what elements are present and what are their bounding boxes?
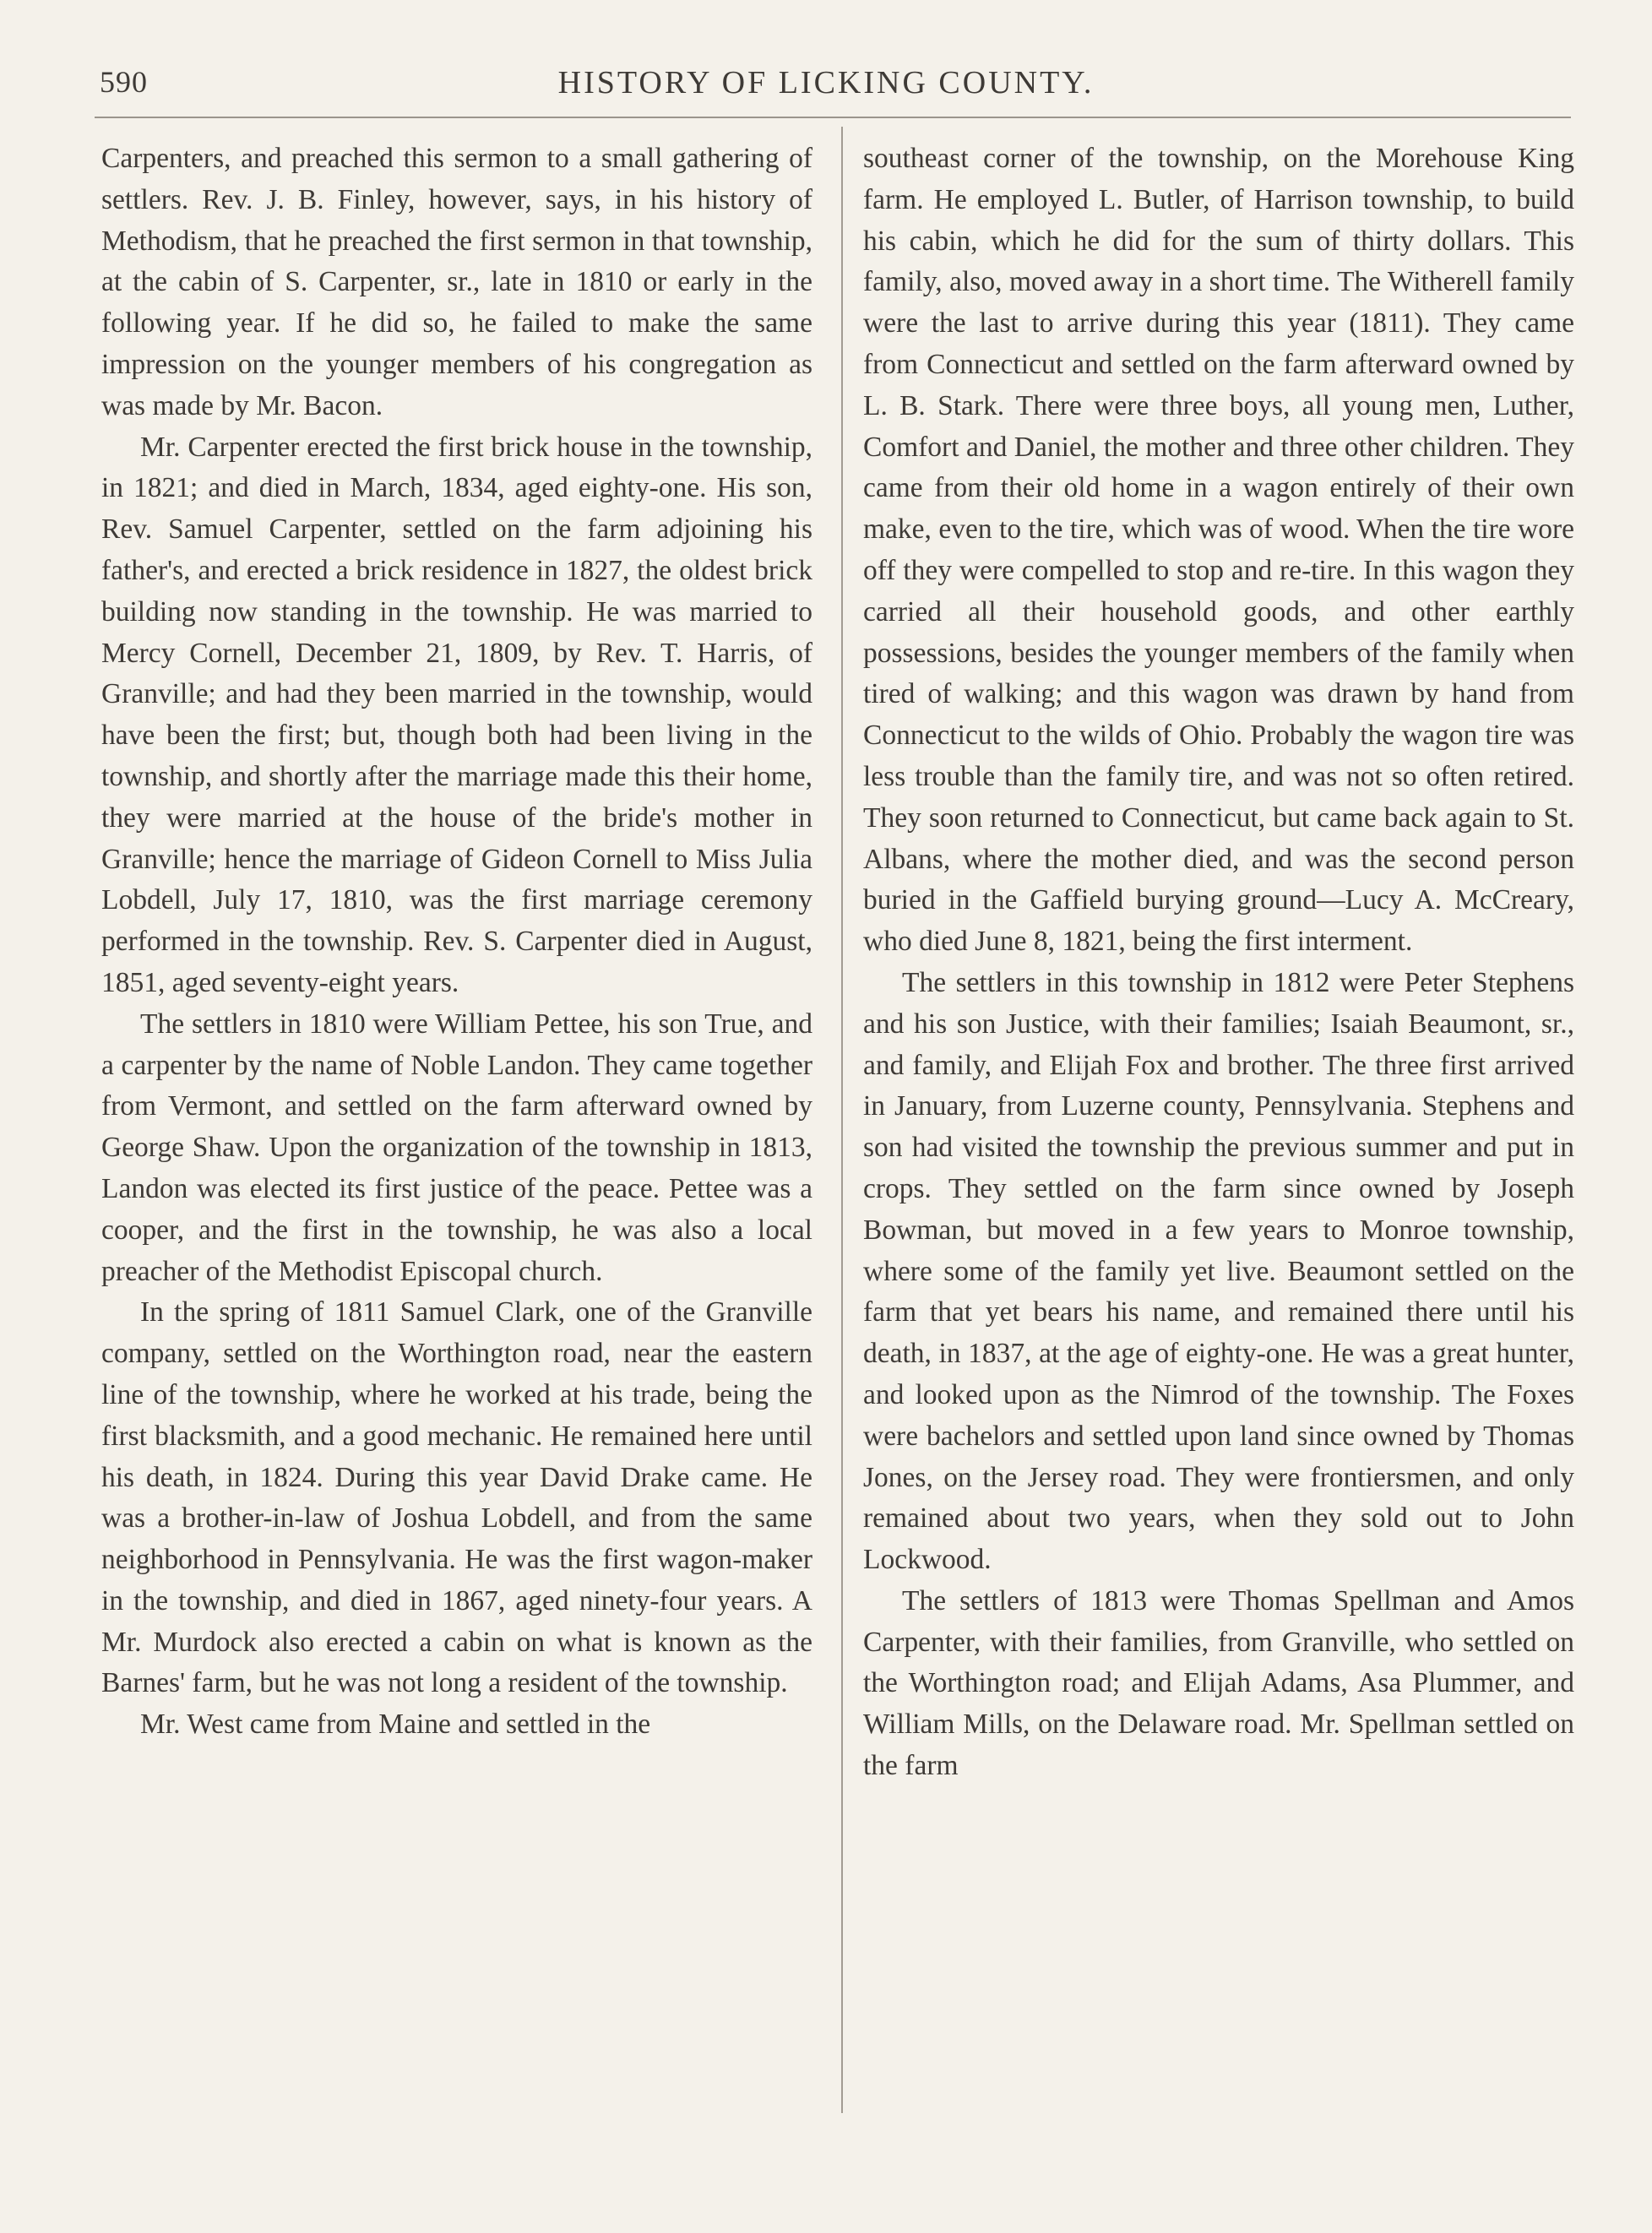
left-column [101,139,812,1746]
paragraph: In the spring of 1811 Samuel Clark, one of the Granville company, settled on the Worthington road, near the eastern line of the township, where he worked at his trade, being the first blacksmith, and a good mechanic. He remained here until his death, in 1824. During this year David Drake came. He was a brother-in-law of Joshua Lobdell, and from the same neighborhood in Pennsylvania. He was the first wagon-maker in the township, and died in 1867, aged ninety-four years. A Mr. Murdock also erected a cabin on what is known as the Barnes' farm, but he was not long a resident of the township. [101,1296,812,1699]
paragraph: Mr. Carpenter erected the first brick house in the township, in 1821; and died in March, 1834, aged eighty-one. His son, Rev. Samuel Carpenter, settled on the farm adjoining his father's, and erected a brick residence in 1827, the oldest brick building now standing in the township. He was married to Mercy Cornell, December 21, 1809, by Rev. T. Harris, of Granville; and had they been married in the township, would have been the first; but, though both had been living in the township, and shortly after the marriage made this their home, they were married at the house of the bride's mother in Granville; hence the marriage of Gideon Cornell to Miss Julia Lobdell, July 17, 1810, was the first marriage ceremony performed in the township. Rev. S. Carpenter died in August, 1851, aged seventy-eight years. [101,431,812,998]
header-rule [95,117,1571,118]
right-column [863,139,1574,1787]
paragraph: The settlers of 1813 were Thomas Spellman and Amos Carpenter, with their families, from Granville, who settled on the Worthington road; and Elijah Adams, Asa Plummer, and William Mills, on the Delaware road. Mr. Spellman settled on the farm [863,1584,1574,1782]
paragraph: southeast corner of the township, on the Morehouse King farm. He employed L. Butler, of Harrison township, to build his cabin, which he did for the sum of thirty dollars. This family, also, moved away in a short time. The Witherell family were the last to arrive during this year (1811). They came from Connecticut and settled on the farm afterward owned by L. B. Stark. There were three boys, all young men, Luther, Comfort and Daniel, the mother and three other children. They came from their old home in a wagon entirely of their own make, even to the tire, which was of wood. When the tire wore off they were compelled to stop and re-tire. In this wagon they carried all their household goods, and other earthly possessions, besides the younger members of the family when tired of walking; and this wagon was drawn by hand from Connecticut to the wilds of Ohio. Probably the wagon tire was less trouble than the family tire, and was not so often retired. They soon returned to Connecticut, but came back again to St. Albans, where the mother died, and was the second person buried in the Gaffield burying ground—Lucy A. McCreary, who died June 8, 1821, being the first interment. [863,143,1574,958]
paragraph: The settlers in this township in 1812 were Peter Stephens and his son Justice, with their families; Isaiah Beaumont, sr., and family, and Elijah Fox and brother. The three first arrived in January, from Luzerne county, Pennsylvania. Stephens and son had visited the township the previous summer and put in crops. They settled on the farm since owned by Joseph Bowman, but moved in a few years to Monroe township, where some of the family yet live. Beaumont settled on the farm that yet bears his name, and remained there until his death, in 1837, at the age of eighty-one. He was a great hunter, and looked upon as the Nimrod of the township. The Foxes were bachelors and settled upon land since owned by Thomas Jones, on the Jersey road. They were frontiersmen, and only remained about two years, when they sold out to John Lockwood. [863,966,1574,1576]
paragraph: Carpenters, and preached this sermon to a small gathering of settlers. Rev. J. B. Finley, however, says, in his history of Methodism, that he preached the first sermon in that township, at the cabin of S. Carpenter, sr., late in 1810 or early in the following year. If he did so, he failed to make the same impression on the younger members of his congregation as was made by Mr. Bacon. [101,143,812,421]
column-divider [841,127,843,2113]
paragraph: The settlers in 1810 were William Pettee, his son True, and a carpenter by the name of Noble Landon. They came together from Vermont, and settled on the farm afterward owned by George Shaw. Upon the organization of the township in 1813, Landon was elected its first justice of the peace. Pettee was a cooper, and the first in the township, he was also a local preacher of the Methodist Episcopal church. [101,1008,812,1287]
paragraph: Mr. West came from Maine and settled in the [140,1709,651,1741]
running-head: HISTORY OF LICKING COUNTY. [557,65,1095,101]
page-number: 590 [100,65,148,99]
